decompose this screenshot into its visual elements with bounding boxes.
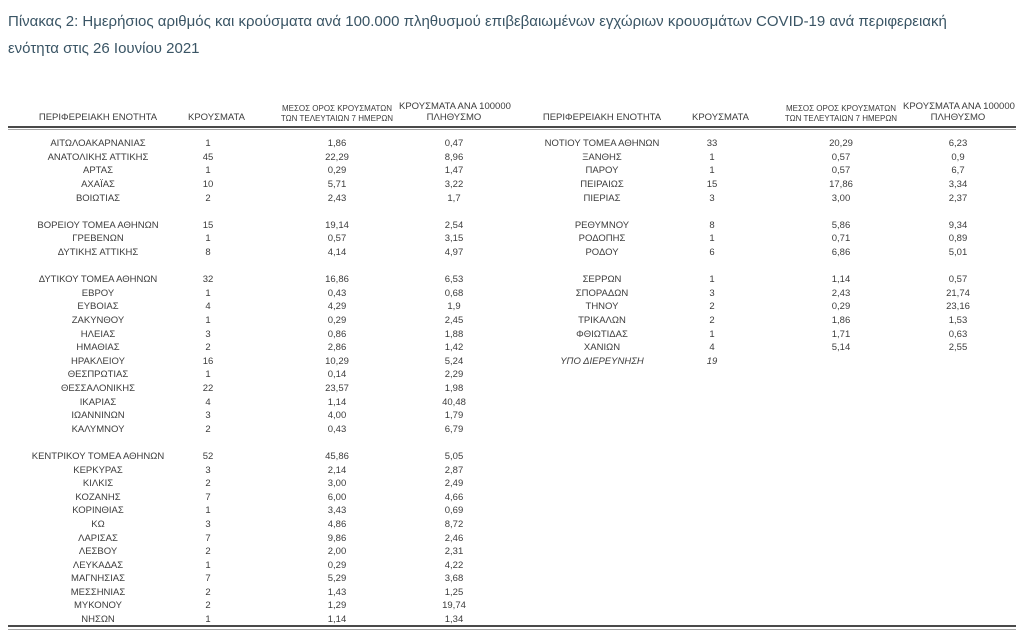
cases-cell: 2: [205, 342, 211, 354]
avg7-cell: 5,14: [831, 342, 851, 354]
cases-cell: 7: [205, 491, 211, 503]
cases-cell: 32: [202, 274, 214, 286]
avg7-cell: 5,29: [327, 573, 347, 585]
avg7-cell: 0,43: [327, 423, 347, 435]
cases-cell: 2: [205, 478, 211, 490]
cases-cell: 15: [202, 219, 214, 231]
avg7-cell: 6,86: [831, 247, 851, 259]
per100k-cell: 0,68: [444, 287, 464, 299]
avg7-cell: 1,14: [327, 396, 347, 408]
cases-cell: 7: [205, 532, 211, 544]
table-row: [512, 246, 1016, 260]
region-cell: ΗΜΑΘΙΑΣ: [76, 342, 120, 354]
region-cell: ΡΕΘΥΜΝΟΥ: [574, 219, 630, 231]
cases-cell: 2: [205, 192, 211, 204]
cases-cell: 15: [706, 179, 718, 191]
table-row: [8, 191, 512, 205]
column-header-per100k-line2: ΠΛΗΘΥΣΜΟ: [930, 111, 986, 123]
avg7-cell: 5,86: [831, 219, 851, 231]
cases-cell: 33: [706, 138, 718, 150]
per100k-cell: 3,15: [444, 233, 464, 245]
column-header-per100k-line2: ΠΛΗΘΥΣΜΟ: [426, 111, 482, 123]
avg7-cell: 4,86: [327, 518, 347, 530]
region-cell: ΓΡΕΒΕΝΩΝ: [72, 233, 124, 245]
region-cell: ΔΥΤΙΚΗΣ ΑΤΤΙΚΗΣ: [57, 247, 139, 259]
cases-cell: 4: [205, 396, 211, 408]
avg7-cell: 1,43: [327, 586, 347, 598]
table-row: [512, 327, 1016, 341]
column-header-avg7: [781, 104, 901, 123]
cases-cell: 45: [202, 151, 214, 163]
left-table-body: [8, 128, 512, 626]
avg7-cell: 3,43: [327, 505, 347, 517]
table-row: [512, 232, 1016, 246]
avg7-cell: 0,57: [831, 165, 851, 177]
avg7-cell: 1,14: [327, 614, 347, 626]
cases-cell: 3: [205, 518, 211, 530]
group-spacer: [8, 205, 512, 219]
avg7-cell: 22,29: [325, 151, 349, 163]
per100k-cell: 4,97: [444, 247, 464, 259]
table-row: [512, 273, 1016, 287]
avg7-cell: 0,43: [327, 287, 347, 299]
per100k-cell: 0,57: [948, 274, 968, 286]
avg7-cell: 2,00: [327, 546, 347, 558]
avg7-cell: 1,29: [327, 600, 347, 612]
table-row: [512, 314, 1016, 328]
region-cell: ΞΑΝΘΗΣ: [582, 151, 622, 163]
cases-cell: 1: [205, 614, 211, 626]
region-cell: ΣΠΟΡΑΔΩΝ: [575, 287, 629, 299]
avg7-cell: 10,29: [325, 355, 349, 367]
table-row: [8, 450, 512, 464]
region-cell: ΜΕΣΣΗΝΙΑΣ: [70, 586, 126, 598]
per100k-cell: 2,29: [444, 369, 464, 381]
cases-cell: 19: [706, 355, 718, 367]
avg7-cell: 9,86: [327, 532, 347, 544]
region-cell: ΑΝΑΤΟΛΙΚΗΣ ΑΤΤΙΚΗΣ: [47, 151, 149, 163]
cases-cell: 2: [205, 423, 211, 435]
per100k-cell: 2,49: [444, 478, 464, 490]
region-cell: ΜΥΚΟΝΟΥ: [74, 600, 122, 612]
column-header-region: ΠΕΡΙΦΕΡΕΙΑΚΗ ΕΝΟΤΗΤΑ: [38, 112, 158, 123]
table-bottom-rule: [8, 625, 1016, 627]
per100k-cell: 0,9: [951, 151, 965, 163]
per100k-cell: 1,47: [444, 165, 464, 177]
cases-cell: 3: [709, 287, 715, 299]
cases-cell: 6: [709, 247, 715, 259]
per100k-cell: 19,74: [442, 600, 466, 612]
avg7-cell: 1,86: [831, 315, 851, 327]
region-cell: ΛΕΥΚΑΔΑΣ: [72, 559, 124, 571]
table-row: [8, 246, 512, 260]
table-row: [8, 327, 512, 341]
table-caption-line1: Πίνακας 2: Ημερήσιος αριθμός και κρούσματα ανά 100.000 πληθυσμού επιβεβαιωμένων εγχώριων κρουσμάτων COVID-19 ανά περιφερειακή: [8, 13, 947, 30]
table-row: [8, 531, 512, 545]
cases-cell: 1: [709, 165, 715, 177]
region-cell: ΤΗΝΟΥ: [585, 301, 619, 313]
per100k-cell: 2,54: [444, 219, 464, 231]
table-row: [8, 164, 512, 178]
table-row: [8, 572, 512, 586]
avg7-cell: 4,14: [327, 247, 347, 259]
per100k-cell: 2,46: [444, 532, 464, 544]
table-row: [8, 300, 512, 314]
per100k-cell: 1,7: [447, 192, 461, 204]
region-cell: ΦΘΙΩΤΙΔΑΣ: [576, 328, 628, 340]
right-table-header-row: [512, 96, 1016, 128]
region-cell: ΛΑΡΙΣΑΣ: [78, 532, 118, 544]
per100k-cell: 0,89: [948, 233, 968, 245]
table-row: [512, 151, 1016, 165]
cases-cell: 10: [202, 179, 214, 191]
avg7-cell: 6,00: [327, 491, 347, 503]
region-cell: ΑΧΑΪΑΣ: [81, 179, 115, 191]
cases-cell: 1: [205, 165, 211, 177]
region-cell: ΙΚΑΡΙΑΣ: [79, 396, 117, 408]
avg7-cell: 2,43: [327, 192, 347, 204]
cases-cell: 52: [202, 450, 214, 462]
table-row: [8, 545, 512, 559]
per100k-cell: 40,48: [442, 396, 466, 408]
table-row: [8, 151, 512, 165]
region-cell: ΖΑΚΥΝΘΟΥ: [71, 315, 125, 327]
avg7-cell: 20,29: [829, 138, 853, 150]
per100k-cell: 2,45: [444, 315, 464, 327]
column-header-avg7-line2: ΤΩΝ ΤΕΛΕΥΤΑΙΩΝ 7 ΗΜΕΡΩΝ: [784, 113, 898, 123]
per100k-cell: 0,47: [444, 138, 464, 150]
region-cell: ΠΙΕΡΙΑΣ: [583, 192, 621, 204]
table-row: [8, 586, 512, 600]
table-row: [512, 137, 1016, 151]
avg7-cell: 0,29: [327, 315, 347, 327]
cases-cell: 2: [709, 315, 715, 327]
per100k-cell: 6,79: [444, 423, 464, 435]
cases-cell: 3: [709, 192, 715, 204]
table-caption-line2: ενότητα στις 26 Ιουνίου 2021: [8, 40, 200, 57]
avg7-cell: 3,00: [327, 478, 347, 490]
group-spacer: [8, 259, 512, 273]
cases-cell: 1: [205, 233, 211, 245]
region-cell: ΗΛΕΙΑΣ: [80, 328, 116, 340]
cases-cell: 1: [205, 559, 211, 571]
avg7-cell: 0,57: [327, 233, 347, 245]
column-header-per100k: [399, 102, 509, 123]
per100k-cell: 3,68: [444, 573, 464, 585]
table-row: [8, 219, 512, 233]
per100k-cell: 3,34: [948, 179, 968, 191]
per100k-cell: 3,22: [444, 179, 464, 191]
avg7-cell: 2,86: [327, 342, 347, 354]
table-row: [8, 422, 512, 436]
cases-cell: 4: [205, 301, 211, 313]
cases-cell: 1: [709, 274, 715, 286]
column-header-per100k-line1: ΚΡΟΥΣΜΑΤΑ ΑΝΑ 100000: [399, 101, 511, 112]
per100k-cell: 6,23: [948, 138, 968, 150]
per100k-cell: 4,22: [444, 559, 464, 571]
avg7-cell: 0,57: [831, 151, 851, 163]
region-cell: ΙΩΑΝΝΙΝΩΝ: [71, 410, 125, 422]
region-cell: ΑΙΤΩΛΟΑΚΑΡΝΑΝΙΑΣ: [50, 138, 146, 150]
table-row: [8, 382, 512, 396]
per100k-cell: 0,69: [444, 505, 464, 517]
per100k-cell: 9,34: [948, 219, 968, 231]
per100k-cell: 0,63: [948, 328, 968, 340]
per100k-cell: 2,37: [948, 192, 968, 204]
table-row: [512, 341, 1016, 355]
region-cell: ΡΟΔΟΠΗΣ: [578, 233, 626, 245]
region-cell: ΘΕΣΣΑΛΟΝΙΚΗΣ: [61, 382, 135, 394]
avg7-cell: 1,86: [327, 138, 347, 150]
column-header-avg7-line2: ΤΩΝ ΤΕΛΕΥΤΑΙΩΝ 7 ΗΜΕΡΩΝ: [280, 113, 394, 123]
cases-cell: 3: [205, 328, 211, 340]
right-table: [512, 96, 1016, 626]
cases-cell: 8: [709, 219, 715, 231]
region-cell: ΕΥΒΟΙΑΣ: [77, 301, 119, 313]
region-cell: ΠΑΡΟΥ: [585, 165, 619, 177]
table-row: [8, 273, 512, 287]
table-row: [512, 191, 1016, 205]
table-row: [8, 490, 512, 504]
per100k-cell: 1,88: [444, 328, 464, 340]
avg7-cell: 0,86: [327, 328, 347, 340]
cases-cell: 1: [709, 233, 715, 245]
table-row: [8, 355, 512, 369]
table-row: [8, 314, 512, 328]
region-cell: ΥΠΟ ΔΙΕΡΕΥΝΗΣΗ: [560, 355, 644, 367]
avg7-cell: 45,86: [325, 450, 349, 462]
cases-cell: 1: [205, 369, 211, 381]
column-header-per100k: [903, 102, 1013, 123]
cases-cell: 1: [205, 138, 211, 150]
region-cell: ΠΕΙΡΑΙΩΣ: [580, 179, 624, 191]
table-row: [8, 558, 512, 572]
table-row: [8, 409, 512, 423]
cases-cell: 2: [709, 301, 715, 313]
per100k-cell: 8,96: [444, 151, 464, 163]
cases-cell: 2: [205, 546, 211, 558]
per100k-cell: 5,01: [948, 247, 968, 259]
per100k-cell: 1,42: [444, 342, 464, 354]
table-row: [512, 300, 1016, 314]
region-cell: ΚΩ: [91, 518, 105, 530]
table-row: [8, 232, 512, 246]
cases-cell: 3: [205, 464, 211, 476]
table-row: [8, 178, 512, 192]
column-header-avg7: [277, 104, 397, 123]
table-bottom-rule-light: [8, 629, 1016, 630]
table-row: [8, 599, 512, 613]
avg7-cell: 1,71: [831, 328, 851, 340]
table-row: [8, 287, 512, 301]
region-cell: ΚΟΡΙΝΘΙΑΣ: [72, 505, 124, 517]
per100k-cell: 5,05: [444, 450, 464, 462]
group-spacer: [512, 205, 1016, 219]
table-row: [512, 164, 1016, 178]
region-cell: ΘΕΣΠΡΩΤΙΑΣ: [67, 369, 129, 381]
table-row: [512, 219, 1016, 233]
table-caption: [8, 8, 1018, 62]
cases-cell: 4: [709, 342, 715, 354]
avg7-cell: 0,29: [831, 301, 851, 313]
cases-cell: 3: [205, 410, 211, 422]
per100k-cell: 6,7: [951, 165, 965, 177]
cases-cell: 1: [709, 151, 715, 163]
region-cell: ΝΗΣΩΝ: [81, 614, 115, 626]
per100k-cell: 1,34: [444, 614, 464, 626]
cases-cell: 1: [205, 287, 211, 299]
column-header-per100k-line1: ΚΡΟΥΣΜΑΤΑ ΑΝΑ 100000: [903, 101, 1015, 112]
header-rule-light: [8, 129, 1016, 130]
region-cell: ΧΑΝΙΩΝ: [583, 342, 621, 354]
per100k-cell: 6,53: [444, 274, 464, 286]
cases-cell: 2: [205, 586, 211, 598]
region-cell: ΗΡΑΚΛΕΙΟΥ: [71, 355, 125, 367]
table-row: [8, 518, 512, 532]
column-header-cases: ΚΡΟΥΣΜΑΤΑ: [188, 112, 245, 123]
table-row: [512, 287, 1016, 301]
per100k-cell: 2,55: [948, 342, 968, 354]
per100k-cell: 21,74: [946, 287, 970, 299]
cases-cell: 1: [709, 328, 715, 340]
tables-wrapper: [8, 96, 1016, 626]
per100k-cell: 2,31: [444, 546, 464, 558]
column-header-cases: ΚΡΟΥΣΜΑΤΑ: [692, 112, 749, 123]
region-cell: ΝΟΤΙΟΥ ΤΟΜΕΑ ΑΘΗΝΩΝ: [544, 138, 660, 150]
avg7-cell: 3,00: [831, 192, 851, 204]
table-row: [8, 341, 512, 355]
avg7-cell: 0,29: [327, 559, 347, 571]
right-table-body: [512, 128, 1016, 368]
table-row: [8, 395, 512, 409]
per100k-cell: 1,25: [444, 586, 464, 598]
cases-cell: 8: [205, 247, 211, 259]
region-cell: ΒΟΙΩΤΙΑΣ: [75, 192, 121, 204]
per100k-cell: 8,72: [444, 518, 464, 530]
region-cell: ΣΕΡΡΩΝ: [582, 274, 622, 286]
region-cell: ΜΑΓΝΗΣΙΑΣ: [71, 573, 125, 585]
per100k-cell: 5,24: [444, 355, 464, 367]
region-cell: ΚΙΛΚΙΣ: [82, 478, 114, 490]
left-table-header-row: [8, 96, 512, 128]
cases-cell: 1: [205, 315, 211, 327]
region-cell: ΑΡΤΑΣ: [83, 165, 113, 177]
group-spacer: [8, 436, 512, 450]
table-row: [8, 368, 512, 382]
region-cell: ΒΟΡΕΙΟΥ ΤΟΜΕΑ ΑΘΗΝΩΝ: [37, 219, 159, 231]
group-spacer: [512, 259, 1016, 273]
cases-cell: 7: [205, 573, 211, 585]
per100k-cell: 1,9: [447, 301, 461, 313]
table-row: [8, 137, 512, 151]
per100k-cell: 2,87: [444, 464, 464, 476]
cases-cell: 1: [205, 505, 211, 517]
region-cell: ΚΑΛΥΜΝΟΥ: [71, 423, 125, 435]
table-row: [512, 355, 1016, 369]
avg7-cell: 5,71: [327, 179, 347, 191]
region-cell: ΕΒΡΟΥ: [81, 287, 115, 299]
cases-cell: 16: [202, 355, 214, 367]
per100k-cell: 1,98: [444, 382, 464, 394]
avg7-cell: 19,14: [325, 219, 349, 231]
avg7-cell: 17,86: [829, 179, 853, 191]
per100k-cell: 1,79: [444, 410, 464, 422]
per100k-cell: 1,53: [948, 315, 968, 327]
table-row: [8, 463, 512, 477]
cases-cell: 22: [202, 382, 214, 394]
region-cell: ΤΡΙΚΑΛΩΝ: [578, 315, 626, 327]
avg7-cell: 0,71: [831, 233, 851, 245]
region-cell: ΛΕΣΒΟΥ: [78, 546, 118, 558]
avg7-cell: 16,86: [325, 274, 349, 286]
region-cell: ΚΕΡΚΥΡΑΣ: [73, 464, 123, 476]
region-cell: ΡΟΔΟΥ: [585, 247, 619, 259]
avg7-cell: 0,14: [327, 369, 347, 381]
region-cell: ΚΕΝΤΡΙΚΟΥ ΤΟΜΕΑ ΑΘΗΝΩΝ: [31, 450, 165, 462]
avg7-cell: 4,29: [327, 301, 347, 313]
avg7-cell: 23,57: [325, 382, 349, 394]
avg7-cell: 2,14: [327, 464, 347, 476]
avg7-cell: 0,29: [327, 165, 347, 177]
column-header-avg7-line1: ΜΕΣΟΣ ΟΡΟΣ ΚΡΟΥΣΜΑΤΩΝ: [785, 104, 897, 113]
table-row: [8, 477, 512, 491]
region-cell: ΔΥΤΙΚΟΥ ΤΟΜΕΑ ΑΘΗΝΩΝ: [38, 274, 158, 286]
per100k-cell: 23,16: [946, 301, 970, 313]
region-cell: ΚΟΖΑΝΗΣ: [75, 491, 121, 503]
table-row: [512, 178, 1016, 192]
table-row: [8, 504, 512, 518]
left-table: [8, 96, 512, 626]
avg7-cell: 1,14: [831, 274, 851, 286]
avg7-cell: 4,00: [327, 410, 347, 422]
per100k-cell: 4,66: [444, 491, 464, 503]
avg7-cell: 2,43: [831, 287, 851, 299]
cases-cell: 2: [205, 600, 211, 612]
column-header-avg7-line1: ΜΕΣΟΣ ΟΡΟΣ ΚΡΟΥΣΜΑΤΩΝ: [281, 104, 393, 113]
column-header-region: ΠΕΡΙΦΕΡΕΙΑΚΗ ΕΝΟΤΗΤΑ: [542, 112, 662, 123]
